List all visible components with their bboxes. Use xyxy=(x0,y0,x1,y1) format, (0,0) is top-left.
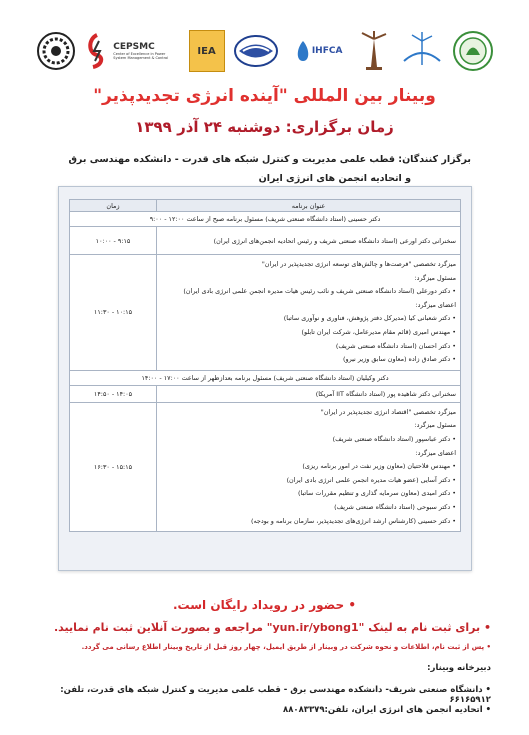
session-lecture xyxy=(157,227,461,255)
session-line: سخنرانی دکتر اورعی (استاد دانشگاه صنعتی شریف و رئیس اتحادیه انجمن‌های انرژی ایران) xyxy=(213,236,456,245)
address-line: • دانشگاه صنعتی شریف- دانشکده مهندسی برق - قطب علمی مدیریت و کنترل شبکه های قدرت، تلفن: ۶۶۱۶۵۹۱۲ xyxy=(60,685,491,705)
header-title: عنوان برنامه xyxy=(157,200,461,212)
session-line: • دکتر صادق زاده (معاون سابق وزیر نیرو) xyxy=(343,355,456,364)
organizers-line: برگزار کنندگان: قطب علمی مدیریت و کنترل شبکه های قدرت - دانشکده مهندسی برق xyxy=(68,154,471,165)
table-header-row xyxy=(70,200,461,212)
logo-strip xyxy=(36,22,494,80)
program-table xyxy=(69,199,461,532)
afternoon-host: دکتر وکیلیان (استاد دانشگاه صنعتی شریف) مسئول برنامه بعدازظهر از ساعت ۱۷:۰۰ - ۱۴:۰۰ xyxy=(70,370,461,385)
cepsmc-subtext: Center of Excellence in Power System Management & Control xyxy=(113,52,169,60)
session-line: • دکتر شعبانی کیا (مدیرکل دفتر پژوهش، فناوری و نوآوری ساتبا) xyxy=(283,314,456,323)
energy-association-logo xyxy=(452,29,494,73)
session-line: میزگرد تخصصی "اقتصاد انرژی تجدیدپذیر در ایران" xyxy=(320,407,456,416)
session-line: • دکتر دورعلی (استاد دانشگاه صنعتی شریف و نائب رئیس هیات مدیره انجمن علمی انرژی بادی ایران) xyxy=(183,287,456,296)
session-line: • دکتر امیدی (معاون سرمایه گذاری و تنظیم مقررات ساتبا) xyxy=(297,489,456,498)
cepsmc-text: CEPSMC xyxy=(113,42,155,52)
table-row xyxy=(70,370,461,385)
webinar-title: وبینار بین المللی "آینده انرژی تجدیدپذیر" xyxy=(93,86,436,106)
registration-notice: • برای ثبت نام به لینک "yun.ir/ybong1" مراجعه و بصورت آنلاین ثبت نام نمایید. xyxy=(53,621,491,634)
session-lecture xyxy=(157,385,461,402)
session-time: ۱۶:۳۰ - ۱۵:۱۵ xyxy=(70,402,157,531)
session-line: • دکتر عباسپور (استاد دانشگاه صنعتی شریف) xyxy=(332,434,456,443)
email-notice: • پس از ثبت نام، اطلاعات و نحوه شرکت در وبینار از طریق ایمیل، چهار روز قبل از تاریخ وبینار اطلاع رسانی می گردد. xyxy=(81,643,491,651)
header-time: زمان xyxy=(70,200,157,212)
program-card xyxy=(58,186,472,571)
session-line: میزگرد تخصصی "فرصت‌ها و چالش‌های توسعه انرژی تجدیدپذیر در ایران" xyxy=(261,260,456,268)
session-line: • دکتر سبوحی (استاد دانشگاه صنعتی شریف) xyxy=(334,502,456,511)
morning-host: دکتر حسینی (استاد دانشگاه صنعتی شریف) مسئول برنامه صبح از ساعت ۱۲:۰۰ - ۹:۰۰ xyxy=(70,212,461,227)
session-line: • دکتر احسان (استاد دانشگاه صنعتی شریف) xyxy=(335,341,456,350)
ihfca-logo xyxy=(287,29,349,73)
session-line: اعضای میزگرد: xyxy=(415,448,456,457)
session-line: اعضای میزگرد: xyxy=(415,300,456,309)
session-panel xyxy=(157,402,461,531)
session-time: ۱۰:۰۰ - ۹:۱۵ xyxy=(70,227,157,255)
event-date: زمان برگزاری: دوشنبه ۲۴ آذر ۱۳۹۹ xyxy=(135,118,394,136)
session-time: ۱۴:۵۰ - ۱۴:۰۵ xyxy=(70,385,157,402)
session-line: • دکتر حسینی (کارشناس ارشد انرژی‌های تجدیدپذیر، سازمان برنامه و بودجه) xyxy=(250,516,456,525)
table-row xyxy=(70,385,461,402)
session-panel xyxy=(157,255,461,371)
session-line: • مهندس امیری (قائم مقام مدیرعامل، شرکت ایران تابلو) xyxy=(301,327,456,336)
organizers xyxy=(51,150,471,188)
session-line: مسئول میزگرد: xyxy=(414,421,456,430)
session-time: ۱۱:۳۰ - ۱۰:۱۵ xyxy=(70,255,157,371)
ihfca-text: IHFCA xyxy=(311,46,343,56)
free-attendance-notice: • حضور در رویداد رایگان است. xyxy=(172,598,357,612)
table-row xyxy=(70,227,461,255)
organizers-line: و اتحادیه انجمن های انرژی ایران xyxy=(258,173,411,184)
cepsmc-logo xyxy=(84,29,180,73)
session-line: • دکتر آسایی (عضو هیات مدیره انجمن علمی انرژی بادی ایران) xyxy=(286,475,456,484)
iea-logo xyxy=(189,30,225,72)
wind-tower-logo xyxy=(357,29,391,73)
table-row xyxy=(70,402,461,531)
secretariat-title: دبیرخانه وبینار: xyxy=(427,663,491,673)
session-line: مسئول میزگرد: xyxy=(414,273,456,282)
oval-logo xyxy=(233,29,279,73)
session-line: سخنرانی دکتر شاهیده پور (استاد دانشگاه IIT آمریکا) xyxy=(315,389,456,398)
table-row xyxy=(70,255,461,371)
wind-turbine-logo xyxy=(400,29,444,73)
address-line: • اتحادیه انجمن های انرژی ایران، تلفن:۸۸۰۸۳۳۷۹ xyxy=(283,705,491,715)
iea-text: IEA xyxy=(197,45,216,57)
table-row xyxy=(70,212,461,227)
sharif-logo xyxy=(36,29,76,73)
session-line: • مهندس فلاحتیان (معاون وزیر نفت در امور برنامه ریزی) xyxy=(302,462,456,471)
